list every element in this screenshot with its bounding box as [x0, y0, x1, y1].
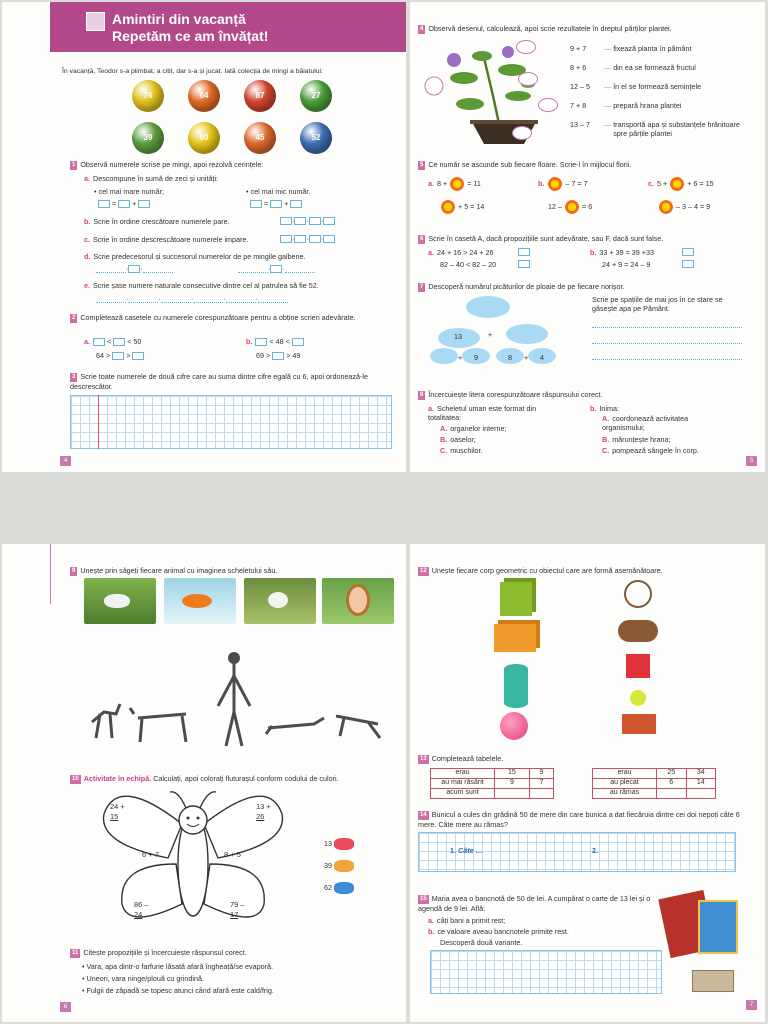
flower-icon[interactable]	[547, 176, 563, 192]
ball-icon	[132, 122, 164, 154]
cloud-operator: +	[458, 353, 463, 362]
intro-text: În vacanță, Teodor s-a plimbat, a citit, dar s-a și jucat. Iată colecția de mingi a băiatului:	[62, 68, 323, 75]
table-row	[431, 779, 554, 789]
wing-1b: 15	[110, 812, 119, 821]
table-row-label: erau	[431, 769, 495, 779]
ball-icon	[300, 80, 332, 112]
ball-number: 87	[255, 91, 265, 100]
table-cell: 9	[495, 779, 530, 789]
item-letter: a.	[428, 916, 434, 925]
f-c1b: + 6 = 15	[687, 178, 714, 188]
ex2-a2-text: 64 >	[96, 351, 111, 360]
exercise-14-text: Bunicul a cules din grădină 50 de mere din care bunica a dat fiecăruia dintre cei doi nepoți câte 6 mere. Câte mere au rămas?	[418, 810, 740, 829]
ball-icon	[132, 80, 164, 112]
item-a2: • cel mai mic număr.	[246, 187, 311, 196]
table-cell[interactable]	[529, 789, 553, 799]
answer-box[interactable]	[272, 352, 284, 360]
table-row	[593, 779, 716, 789]
table-cell: 7	[529, 779, 553, 789]
q8b-option-b: mărunțește hrana;	[612, 435, 671, 444]
title-banner	[50, 2, 406, 52]
log-object[interactable]	[618, 620, 658, 642]
table-row	[593, 789, 716, 799]
answer-box[interactable]	[270, 265, 282, 273]
ball-number: 64	[199, 91, 209, 100]
table-row	[431, 789, 554, 799]
plant-illustration	[424, 38, 552, 146]
exercise-number: 13	[420, 755, 427, 762]
table-cell[interactable]	[657, 789, 687, 799]
notebook-icon	[698, 900, 738, 954]
plant-calc: 13 – 7	[570, 120, 590, 129]
e6-a2: 82 – 40 < 82 – 20	[440, 260, 497, 269]
answer-box[interactable]	[138, 200, 150, 208]
table-cell: 14	[686, 779, 716, 789]
ball-icon	[188, 122, 220, 154]
item-letter: a.	[428, 248, 434, 257]
answer-line[interactable]	[238, 266, 268, 273]
item-letter: b.	[590, 404, 597, 413]
ball-object[interactable]	[630, 690, 646, 706]
exercise-number: 15	[420, 895, 427, 902]
sentence-1[interactable]: • Vara, apa dintr-o farfurie lăsată afară îngheață/se evaporă.	[82, 962, 273, 971]
ball-number: 60	[199, 133, 209, 142]
answer-box[interactable]	[132, 352, 144, 360]
exercise-15-text: Maria avea o bancnotă de 50 de lei. A cumpărat o carte de 13 lei și o agendă de 9 lei. Află:	[418, 894, 651, 913]
f-c1: 5 +	[657, 178, 668, 188]
answer-box[interactable]	[292, 338, 304, 346]
plant-calc: 7 + 8	[570, 101, 587, 110]
page-title-line-1: Amintiri din vacanță	[112, 11, 246, 27]
answer-box[interactable]	[309, 217, 321, 225]
title-square-icon	[86, 12, 105, 31]
sentence-3[interactable]: • Fulgii de zăpadă se topesc atunci când afară este cald/frig.	[82, 986, 274, 995]
cloud-value: 9	[474, 353, 478, 362]
item-letter: d.	[84, 252, 91, 261]
item-letter: a.	[428, 404, 434, 413]
af-box[interactable]	[682, 260, 694, 268]
exercise-number: 4	[420, 25, 424, 32]
flower-icon[interactable]	[564, 199, 580, 215]
ball-number: 39	[143, 133, 153, 142]
answer-box[interactable]	[290, 200, 302, 208]
answer-box[interactable]	[280, 217, 292, 225]
color-code-item	[324, 882, 354, 894]
color-code-number: 13	[324, 838, 332, 848]
flower-icon[interactable]	[449, 176, 465, 192]
page-title-line-2: Repetăm ce am învățat!	[112, 28, 269, 44]
answer-oval[interactable]	[512, 126, 532, 140]
item-letter: b.	[84, 217, 91, 226]
answer-box[interactable]	[112, 352, 124, 360]
exercise-8-text: Încercuiește litera corespunzătoare răspunsului corect.	[428, 390, 603, 399]
page-4: Amintiri din vacanță Repetăm ce am învățat! În vacanță, Teodor s-a plimbat, a citit, dar s-a și jucat. Iată colecția de mingi a băiatului: 1 Observă numerele scrise pe mingi, apoi rezolvă cerințele: a. Descompune în sumă de zeci și unități: • cel mai mare număr; • cel mai mic număr. = + = + b. Scrie în ordine crescătoare numerele pare. · · · c. Scrie în ordine descrescătoare numerele impare. · · · d. Scrie predecesorul și succesorul numerelor de pe mingile galbene. · · · · e. Scrie șase numere naturale consecutive dintre cel al patrulea să fie 52. · · · · · 2 Completează casetele cu numerele corespunzătoare pentru a obține scrieri adevărate. a. < < 50 64 > > b. < 48 < 69 > > 49 3 Scrie toate numerele de două cifre care au suma dintre cifre egală cu 6, apoi ordonează-le descrescător. 4 76 64 87 27 39 60 45 52	[2, 2, 406, 472]
ball-number: 52	[311, 133, 321, 142]
step-2-label: 2.	[592, 846, 598, 855]
answer-oval[interactable]	[516, 40, 536, 54]
answer-line[interactable]	[193, 296, 223, 303]
q8a-option-c: mușchilor.	[450, 446, 483, 455]
table-row-label: au plecat	[593, 779, 657, 789]
plant-part-text: în el se formează semințele	[613, 82, 702, 91]
color-code-item	[324, 860, 354, 872]
item-letter: c.	[84, 235, 90, 244]
table-row	[431, 769, 554, 779]
option-letter[interactable]: B.	[602, 435, 610, 444]
cylinder-shape[interactable]	[504, 664, 528, 708]
exercise-7-text: Descoperă numărul picăturilor de ploaie de pe fiecare norișor.	[428, 282, 625, 291]
af-box[interactable]	[682, 248, 694, 256]
answer-line[interactable]	[96, 266, 126, 273]
page-number: 5	[746, 456, 757, 466]
writing-grid[interactable]	[430, 950, 662, 994]
e6-b1: 33 + 39 = 39 +33	[599, 248, 654, 257]
table-row-label: acum sunt	[431, 789, 495, 799]
item-letter: b.	[428, 927, 435, 936]
table-cell[interactable]	[495, 789, 530, 799]
wing-2: 13 +	[256, 802, 271, 811]
exercise-5-text: Ce număr se ascunde sub fiecare floare. Scrie-l în mijlocul florii.	[428, 160, 632, 169]
answer-line[interactable]	[285, 266, 315, 273]
q8b-option-c: pompează sângele în corp.	[612, 446, 699, 455]
cloud-icon	[506, 324, 548, 344]
step-1-hint: Câte …	[458, 846, 483, 855]
page-7	[410, 544, 765, 1022]
item-b-text: Scrie în ordine crescătoare numerele pare.	[93, 217, 230, 226]
q8a-option-a: organelor interne;	[450, 424, 507, 433]
wing-5b: 24	[134, 910, 143, 919]
answer-box[interactable]	[323, 217, 335, 225]
page-number: 4	[60, 456, 71, 466]
table-cell: 34	[686, 769, 716, 779]
exercise-13-text: Completează tabelele.	[431, 754, 504, 763]
table-cell: 9	[529, 769, 553, 779]
item-letter: b.	[590, 248, 597, 257]
answer-line[interactable]	[592, 320, 742, 328]
answer-box[interactable]	[294, 235, 306, 243]
e6-b2: 24 + 9 = 24 – 9	[602, 260, 651, 269]
cat-photo[interactable]	[84, 578, 156, 624]
brick-object[interactable]	[622, 714, 656, 734]
exercise-number: 5	[420, 161, 424, 168]
f-b2: 12 –	[548, 201, 562, 211]
wing-5: 86 –	[134, 900, 149, 909]
table-row-label: au mai răsărit	[431, 779, 495, 789]
q15-b: ce valoare aveau bancnotele primite rest.	[437, 927, 569, 936]
item-letter: b.	[538, 178, 545, 188]
plant-part-text: din ea se formează fructul	[613, 63, 696, 72]
exercise-number: 1	[72, 161, 76, 168]
plant-calc: 8 + 6	[570, 63, 587, 72]
exercise-6-text: Scrie în casetă A, dacă propozițiile sunt adevărate, sau F, dacă sunt false.	[428, 234, 664, 243]
wing-3: 6 + 7	[142, 850, 159, 859]
answer-line[interactable]	[128, 296, 158, 303]
q15-a: câți bani a primit rest;	[437, 916, 506, 925]
item-e-text: Scrie șase numere naturale consecutive dintre cel al patrulea să fie 52.	[93, 281, 319, 290]
ball-icon	[244, 80, 276, 112]
ball-icon	[244, 122, 276, 154]
q8a-option-b: oaselor;	[450, 435, 476, 444]
gift-object[interactable]	[626, 654, 650, 678]
table-row	[593, 769, 716, 779]
paint-splash-icon	[334, 882, 354, 894]
table-row-label: erau	[593, 769, 657, 779]
sentence-2[interactable]: • Uneori, vara ninge/plouă cu grindină.	[82, 974, 204, 983]
wheel-object[interactable]	[624, 580, 652, 608]
answer-box[interactable]	[280, 235, 292, 243]
exercise-number: 9	[72, 567, 76, 574]
cloud-value: 13	[454, 332, 462, 341]
plant-calc: 9 + 7	[570, 44, 587, 53]
chicken-photo[interactable]	[244, 578, 316, 624]
q15-c: Descoperă două variante.	[440, 938, 523, 947]
answer-box[interactable]	[309, 235, 321, 243]
item-letter: a.	[84, 174, 90, 183]
exercise-number: 8	[420, 391, 424, 398]
flower-icon[interactable]	[669, 176, 685, 192]
plant-part-text: prepară hrana plantei	[613, 101, 682, 110]
item-letter: c.	[648, 178, 654, 188]
wing-1: 24 +	[110, 802, 125, 811]
skeletons-illustration	[82, 652, 392, 748]
exercise-10-bold: Activitate în echipă.	[83, 774, 152, 783]
option-letter[interactable]: C.	[602, 446, 610, 455]
ball-number: 45	[255, 133, 265, 142]
exercise-3-text: Scrie toate numerele de două cifre care au suma dintre cifre egală cu 6, apoi ordonează-le descrescător.	[70, 372, 369, 391]
e6-a1: 24 + 16 > 24 + 26	[437, 248, 494, 257]
cube-shape[interactable]	[500, 582, 532, 616]
ex2-b2b-text: > 49	[286, 351, 301, 360]
exercise-number: 11	[72, 949, 79, 956]
item-letter: a.	[84, 337, 90, 346]
answer-box[interactable]	[270, 200, 282, 208]
ex2-a2b-text: >	[126, 351, 131, 360]
ex2-b1-text: < 48 <	[269, 337, 290, 346]
plant-part-row: 7 + 8 — prepară hrana plantei	[570, 101, 682, 110]
item-c-text: Scrie în ordine descrescătoare numerele impare.	[93, 235, 249, 244]
answer-box[interactable]	[255, 338, 267, 346]
cloud-value: 8	[508, 353, 512, 362]
answer-oval[interactable]	[518, 72, 538, 86]
table-cell: 25	[657, 769, 687, 779]
exercise-2-text: Completează casetele cu numerele corespunzătoare pentru a obține scrieri adevărate.	[80, 313, 356, 322]
page-6	[2, 544, 406, 1022]
f-a2: + 5 = 14	[458, 201, 485, 211]
q8a-text: Scheletul uman este format din totalitatea:	[428, 404, 537, 422]
answer-box[interactable]	[128, 265, 140, 273]
table-2	[592, 768, 716, 799]
f-b1: – 7 = 7	[565, 178, 588, 188]
answer-box[interactable]	[93, 338, 105, 346]
cloud-icon	[430, 348, 458, 364]
exercise-10-text: Calculați, apoi colorați fluturașul conform codului de culori.	[153, 774, 339, 783]
cuboid-shape[interactable]	[494, 624, 536, 652]
item-a1: • cel mai mare număr;	[94, 187, 165, 196]
answer-line[interactable]	[592, 336, 742, 344]
answer-oval[interactable]	[538, 98, 558, 112]
answer-line[interactable]	[592, 352, 742, 360]
flower-icon[interactable]	[440, 199, 456, 215]
option-letter[interactable]: A.	[602, 414, 610, 423]
exercise-9-text: Unește prin săgeți fiecare animal cu imaginea scheletului său.	[80, 566, 278, 575]
plant-part-row: 12 – 5 — în el se formează semințele	[570, 82, 702, 91]
color-code-number: 39	[324, 860, 332, 870]
cloud-operator: +	[488, 330, 493, 339]
ball-number: 76	[143, 91, 153, 100]
exercise-12-text: Unește fiecare corp geometric cu obiectul care are formă asemănătoare.	[431, 566, 663, 575]
wing-6: 79 –	[230, 900, 245, 909]
option-letter[interactable]: B.	[440, 435, 448, 444]
answer-line[interactable]	[143, 266, 173, 273]
af-box[interactable]	[518, 260, 530, 268]
item-a-text: Descompune în sumă de zeci și unități:	[93, 174, 219, 183]
f-a1b: = 11	[467, 178, 481, 188]
f-a1: 8 +	[437, 178, 448, 188]
option-letter[interactable]: A.	[440, 424, 448, 433]
exercise-number: 12	[420, 567, 427, 574]
table-1	[430, 768, 554, 799]
table-cell: 6	[657, 779, 687, 789]
answer-box[interactable]	[98, 200, 110, 208]
ex2-b2-text: 69 >	[256, 351, 271, 360]
option-letter[interactable]: C.	[440, 446, 448, 455]
exercise-number: 7	[420, 283, 424, 290]
banknote-icon	[692, 970, 734, 992]
exercise-11-text: Citește propozițiile și încercuiește răspunsul corect.	[83, 948, 247, 957]
exercise-number: 10	[72, 775, 79, 782]
writing-grid[interactable]	[70, 395, 392, 449]
answer-box[interactable]	[118, 200, 130, 208]
grid-margin-line	[98, 395, 99, 449]
cloud-icon	[466, 296, 510, 318]
exercise-4-text: Observă desenul, calculează, apoi scrie rezultatele în dreptul părților plantei.	[428, 24, 672, 33]
table-cell: 15	[495, 769, 530, 779]
item-d-text: Scrie predecesorul și succesorul numerelor de pe mingile galbene.	[93, 252, 306, 261]
color-code-item	[324, 838, 354, 850]
answer-box[interactable]	[294, 217, 306, 225]
girl-photo[interactable]	[322, 578, 394, 624]
answer-box[interactable]	[323, 235, 335, 243]
exercise-number: 6	[420, 235, 424, 242]
paint-splash-icon	[334, 838, 354, 850]
wing-2b: 26	[256, 812, 265, 821]
item-letter: b.	[246, 337, 253, 346]
plant-part-text: fixează planta în pământ	[613, 44, 692, 53]
q8b-text: Inima:	[599, 404, 619, 413]
sphere-shape[interactable]	[500, 712, 528, 740]
answer-line[interactable]	[226, 296, 256, 303]
f-c2: – 3 – 4 = 9	[676, 201, 711, 211]
margin-mark	[50, 544, 51, 604]
ball-icon	[188, 80, 220, 112]
plant-calc: 12 – 5	[570, 82, 590, 91]
page-number: 6	[60, 1002, 71, 1012]
answer-line[interactable]	[96, 296, 126, 303]
cloud-operator: +	[524, 353, 529, 362]
wing-4: 8 + 5	[224, 850, 241, 859]
af-box[interactable]	[518, 248, 530, 256]
step-1-label: 1.	[450, 846, 456, 855]
answer-line[interactable]	[258, 296, 288, 303]
item-letter: a.	[428, 178, 434, 188]
exercise-number: 2	[72, 314, 76, 321]
flower-icon[interactable]	[658, 199, 674, 215]
table-cell[interactable]	[686, 789, 716, 799]
table-row-label: au rămas	[593, 789, 657, 799]
cloud-value: 4	[540, 353, 544, 362]
exercise-1-text: Observă numerele scrise pe mingi, apoi rezolvă cerințele:	[80, 160, 264, 169]
answer-line[interactable]	[161, 296, 191, 303]
answer-box[interactable]	[113, 338, 125, 346]
f-b2b: = 6	[582, 201, 593, 211]
ex2-a1-text: < 50	[127, 337, 142, 346]
answer-box[interactable]	[250, 200, 262, 208]
ball-icon	[300, 122, 332, 154]
plant-part-row: 8 + 6 — din ea se formează fructul	[570, 63, 696, 72]
color-code-number: 62	[324, 882, 332, 892]
exercise-number: 3	[72, 373, 76, 380]
page-5	[410, 2, 765, 472]
q8b-option-a: coordonează activitatea organismului;	[602, 414, 689, 432]
page-number: 7	[746, 1000, 757, 1010]
exercise-number: 14	[420, 811, 427, 818]
ball-number: 27	[311, 91, 321, 100]
item-letter: e.	[84, 281, 90, 290]
paint-splash-icon	[334, 860, 354, 872]
fish-photo[interactable]	[164, 578, 236, 624]
plant-part-text: transportă apa și substanțele hrănitoare spre părțile plantei	[613, 120, 740, 138]
plant-part-row: 13 – 7 — transportă apa și substanțele hrănitoare spre părțile plantei	[570, 120, 760, 138]
plant-part-row: 9 + 7 — fixează planta în pământ	[570, 44, 692, 53]
exercise-7-side-text: Scrie pe spațiile de mai jos în ce stare se găsește apa pe Pământ.	[592, 295, 723, 313]
wing-6b: 17	[230, 910, 239, 919]
